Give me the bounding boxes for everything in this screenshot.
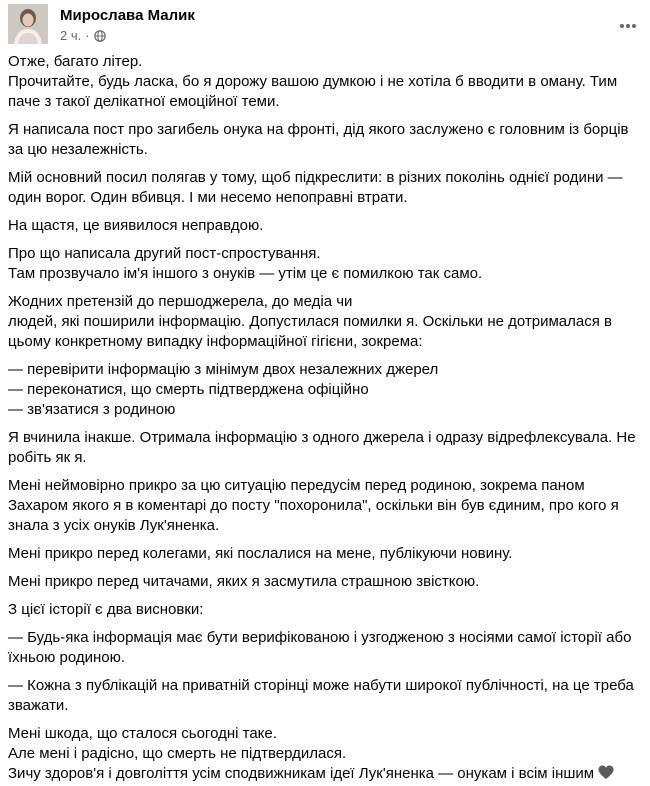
post-paragraph-1: Отже, багато літер. Прочитайте, будь ласка, бо я дорожу вашою думкою і не хотіла б вводити в оману. Тим паче з такої делікатної емоційної теми. [8, 53, 618, 110]
post-paragraph-8: Я вчинила інакше. Отримала інформацію з одного джерела і одразу відрефлексувала. Не робіть як я. [8, 429, 636, 466]
post-paragraph-9: Мені неймовірно прикро за цю ситуацію передусім перед родиною, зокрема паном Захаром якого я в коментарі до посту "похоронила", оскільки він був єдиним, про кого я знала з усіх онуків Лук'яненка. [8, 477, 619, 534]
post-paragraph-12: З цієї історії є два висновки: [8, 601, 204, 618]
more-options-button[interactable] [614, 12, 642, 40]
post-meta [60, 28, 106, 44]
post-paragraph-10: Мені прикро перед колегами, які послалися на мене, публікуючи новину. [8, 545, 513, 562]
post-body [8, 52, 640, 786]
post-paragraph-5: Про що написала другий пост-спростування. Там прозвучало ім'я іншого з онуків — утім це є помилкою так само. [8, 245, 483, 282]
post-time[interactable]: 2 ч. [60, 28, 82, 43]
post-paragraph-15-text: Мені шкода, що сталося сьогодні таке. Але мені і радісно, що смерть не підтвердилася. Зичу здоров'я і довголіття усім сподвижникам ідеї Лук'яненка — онукам і всім іншим [8, 725, 595, 782]
more-horizontal-icon [618, 16, 638, 36]
post-paragraph-3: Мій основний посил полягав у тому, щоб підкреслити: в різних поколінь однієї родини — один ворог. Один вбивця. І ми несемо непоправні втрати. [8, 169, 623, 206]
globe-icon[interactable] [94, 30, 106, 42]
post-paragraph-14: — Кожна з публікацій на приватній сторінці може набути широкої публічності, на це треба зважати. [8, 677, 634, 714]
post-paragraph-7: — перевірити інформацію з мінімум двох незалежних джерел — переконатися, що смерть підтверджена офіційно — зв'язатися з родиною [8, 361, 439, 418]
post-header [8, 4, 650, 48]
post-paragraph-11: Мені прикро перед читачами, яких я засмутила страшною звісткою. [8, 573, 480, 590]
avatar[interactable] [8, 4, 48, 44]
post-paragraph-6: Жодних претензій до першоджерела, до медіа чи людей, які поширили інформацію. Допустилася помилки я. Оскільки не дотрималася в цьому конкретному випадку інформаційної гігієни, зокрема: [8, 293, 612, 350]
post-paragraph-2: Я написала пост про загибель онука на фронті, дід якого заслужено є головним із борців за цю незалежність. [8, 121, 629, 158]
black-heart-icon [598, 765, 614, 786]
post-paragraph-4: На щастя, це виявилося неправдою. [8, 217, 264, 234]
meta-separator: · [85, 28, 90, 43]
avatar-photo-icon [8, 4, 48, 44]
author-name[interactable]: Мирослава Малик [60, 7, 195, 24]
post-paragraph-15 [8, 724, 640, 786]
post-paragraph-13: — Будь-яка інформація має бути верифікованою і узгодженою з носіями самої історії або їхньою родиною. [8, 629, 632, 666]
